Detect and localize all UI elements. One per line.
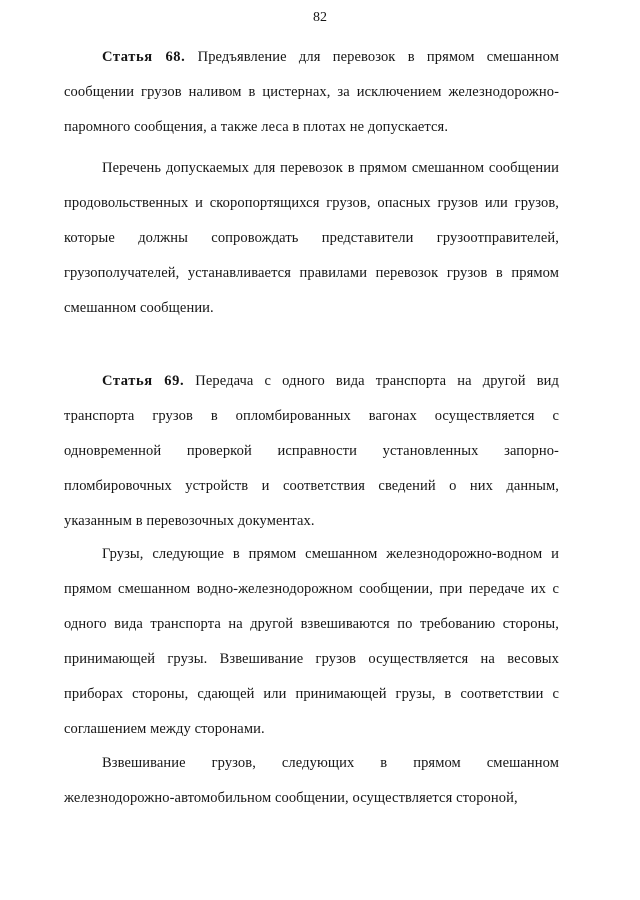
- article-69-text-3: Взвешивание грузов, следующих в прямом смешанном железнодорожно-автомобильном сообщении, осуществляется стороной,: [64, 755, 559, 806]
- article-68-paragraph-1: [64, 40, 559, 145]
- article-69-paragraph-2: [64, 537, 559, 747]
- article-68-heading: Статья 68.: [102, 49, 186, 65]
- article-69-text-1: Передача с одного вида транспорта на другой вид транспорта грузов в опломбированных вагонах осуществляется с одновременной проверкой исправности установленных запорно-пломбировочных устройств и соответствия сведений о них данным, указанным в перевозочных документах.: [64, 373, 559, 529]
- article-69-paragraph-1: [64, 364, 559, 539]
- page-number: 82: [313, 10, 327, 25]
- article-68-text-2: Перечень допускаемых для перевозок в прямом смешанном сообщении продовольственных и скоропортящихся грузов, опасных грузов или грузов, которые должны сопровождать представители грузоотправителей, грузополучателей, устанавливается правилами перевозок грузов в прямом смешанном сообщении.: [64, 160, 559, 316]
- article-69-text-2: Грузы, следующие в прямом смешанном железнодорожно-водном и прямом смешанном водно-железнодорожном сообщении, при передаче их с одного вида транспорта на другой взвешиваются по требованию стороны, принимающей грузы. Взвешивание грузов осуществляется на весовых приборах стороны, сдающей или принимающей грузы, в соответствии с соглашением между сторонами.: [64, 546, 559, 737]
- article-68-paragraph-2: [64, 151, 559, 326]
- article-69-heading: Статья 69.: [102, 373, 185, 389]
- article-68-text-1: Предъявление для перевозок в прямом смешанном сообщении грузов наливом в цистернах, за исключением железнодорожно-паромного сообщения, а также леса в плотах не допускается.: [64, 49, 559, 135]
- article-69-paragraph-3: [64, 746, 559, 816]
